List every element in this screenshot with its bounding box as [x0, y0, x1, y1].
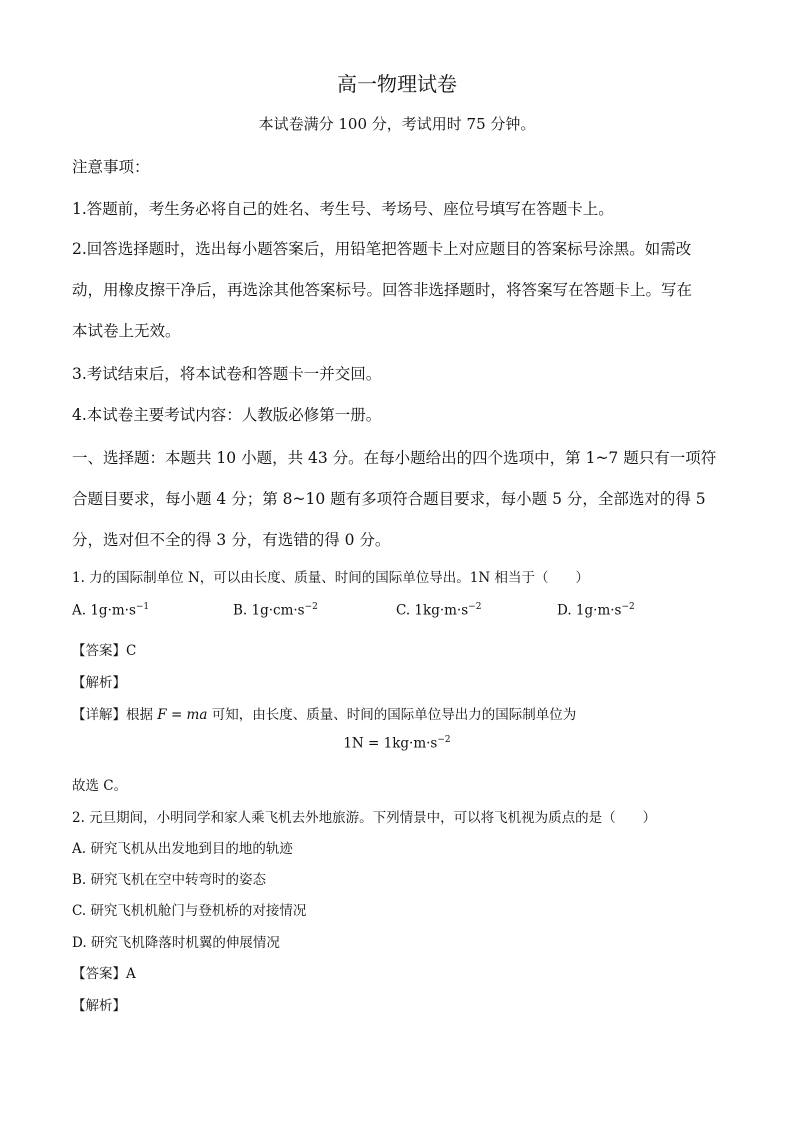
- question-1-option-c: C. $1kg\cdot m\cdot s^{-2}$: [396, 602, 482, 619]
- question-2-option-d: D. 研究飞机降落时机翼的伸展情况: [72, 935, 280, 951]
- question-1-option-a: A. $1g\cdot m\cdot s^{-1}$: [72, 602, 150, 619]
- note-line-4: 本试卷上无效。: [72, 322, 181, 340]
- exam-subtitle: 本试卷满分 100 分，考试用时 75 分钟。: [258, 115, 536, 133]
- question-1-conclusion: 故选 C。: [72, 778, 128, 794]
- question-2-stem: 2. 元旦期间，小明同学和家人乘飞机去外地旅游。下列情景中，可以将飞机视为质点的是（ ）: [72, 810, 657, 826]
- question-1-option-d: D. $1g\cdot m\cdot s^{-2}$: [557, 602, 635, 619]
- section-1-line-1: 一、选择题：本题共 10 小题，共 43 分。在每小题给出的四个选项中，第 1~7 题只有一项符: [72, 449, 717, 467]
- note-line-2: 2.回答选择题时，选出每小题答案后，用铅笔把答题卡上对应题目的答案标号涂黑。如需改: [72, 240, 692, 258]
- question-1-detail: 【详解】根据 F = ma 可知，由长度、质量、时间的国际单位导出力的国际制单位为: [72, 707, 577, 723]
- question-2-option-a: A. 研究飞机从出发地到目的地的轨迹: [72, 841, 293, 857]
- question-1-analysis: 【解析】: [72, 675, 126, 691]
- question-1-formula: $1N = 1kg\cdot m\cdot s^{-2}$: [343, 735, 451, 752]
- question-2-analysis: 【解析】: [72, 998, 126, 1014]
- note-line-5: 3.考试结束后，将本试卷和答题卡一并交回。: [72, 365, 382, 383]
- section-1-line-3: 分，选对但不全的得 3 分，有选错的得 0 分。: [72, 531, 391, 549]
- question-1-answer: 【答案】C: [72, 643, 137, 659]
- note-line-3: 动，用橡皮擦干净后，再选涂其他答案标号。回答非选择题时，将答案写在答题卡上。写在: [72, 281, 693, 299]
- question-1-stem: 1. 力的国际制单位 N，可以由长度、质量、时间的国际单位导出。1N 相当于（ ）: [72, 570, 589, 586]
- page-title: 高一物理试卷: [337, 72, 457, 96]
- notes-heading: 注意事项：: [72, 158, 150, 176]
- question-1-option-b: B. $1g\cdot cm\cdot s^{-2}$: [233, 602, 318, 619]
- note-line-1: 1.答题前，考生务必将自己的姓名、考生号、考场号、座位号填写在答题卡上。: [72, 200, 614, 218]
- question-2-answer: 【答案】A: [72, 966, 136, 982]
- section-1-line-2: 合题目要求，每小题 4 分；第 8~10 题有多项符合题目要求，每小题 5 分，全部选对的得 5: [72, 490, 706, 508]
- question-2-option-b: B. 研究飞机在空中转弯时的姿态: [72, 872, 267, 888]
- question-2-option-c: C. 研究飞机机舱门与登机桥的对接情况: [72, 903, 307, 919]
- note-line-6: 4.本试卷主要考试内容：人教版必修第一册。: [72, 406, 382, 424]
